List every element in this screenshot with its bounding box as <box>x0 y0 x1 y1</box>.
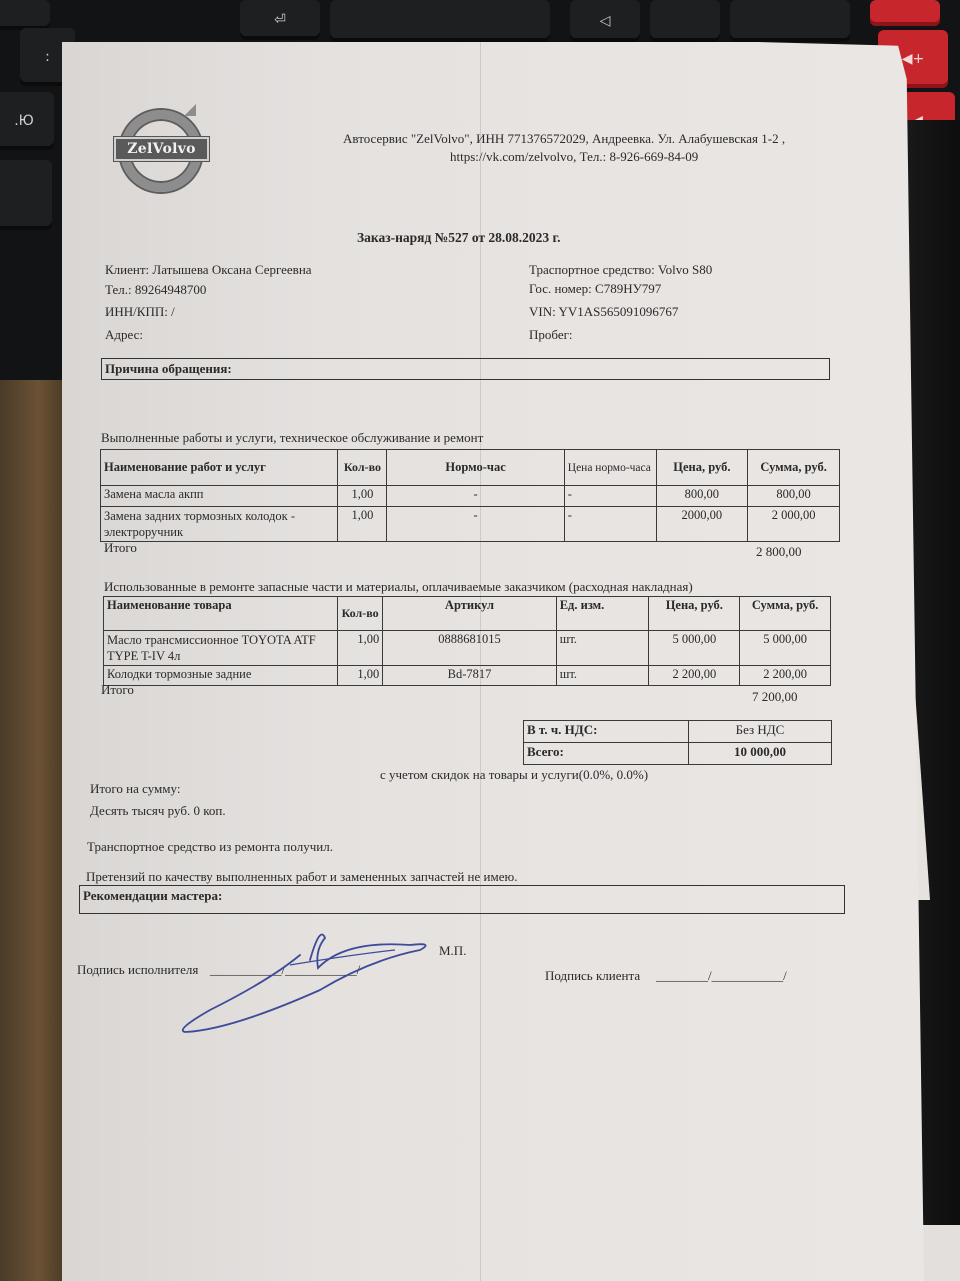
sum-in-words: Десять тысяч руб. 0 коп. <box>90 803 226 818</box>
cell-sum: 800,00 <box>748 486 840 507</box>
cell-sum: 2 200,00 <box>740 666 831 686</box>
sum-label: Итого на сумму: <box>90 781 181 796</box>
keyboard-key <box>650 0 720 42</box>
cell-unit: шт. <box>556 666 649 686</box>
cell-name: Колодки тормозные задние <box>104 666 338 686</box>
vehicle-vin: VIN: YV1AS565091096767 <box>529 304 679 319</box>
col-header: Наименование работ и услуг <box>101 450 338 486</box>
cell-norm-price: - <box>564 486 656 507</box>
keyboard-key-enter: ⏎ <box>240 0 320 40</box>
col-header: Кол-во <box>337 597 382 631</box>
client-name: Клиент: Латышева Оксана Сергеевна <box>105 262 312 277</box>
client-signature-line: ________/___________/ <box>656 968 787 983</box>
received-statement: Транспортное средство из ремонта получил. <box>87 839 333 854</box>
grand-total-value: 10 000,00 <box>689 743 832 765</box>
zelvolvo-logo <box>114 106 214 196</box>
handwritten-signature-icon <box>170 920 470 1040</box>
col-header: Сумма, руб. <box>740 597 831 631</box>
keyboard-key <box>730 0 850 42</box>
recommendations-box <box>79 885 845 914</box>
parts-total-value: 7 200,00 <box>752 689 798 704</box>
table-row <box>101 486 840 507</box>
grand-total-label: Всего: <box>524 743 689 765</box>
table-row <box>104 631 831 666</box>
keyboard-key <box>0 160 52 230</box>
parts-table <box>103 596 831 686</box>
summary-row-vat <box>524 721 832 743</box>
col-header: Кол-во <box>338 450 387 486</box>
cell-price: 2000,00 <box>656 507 748 542</box>
executor-signature-label: Подпись исполнителя <box>77 962 199 977</box>
keyboard-key: : <box>20 28 75 86</box>
logo-text: ZelVolvo <box>114 137 209 161</box>
cell-norm-hour: - <box>387 486 564 507</box>
cell-sum: 2 000,00 <box>748 507 840 542</box>
table-row <box>104 666 831 686</box>
company-info-line1: Автосервис "ZelVolvo", ИНН 771376572029, Андреевка. Ул. Алабушевская 1-2 , <box>343 131 786 146</box>
document-title: Заказ-наряд №527 от 28.08.2023 г. <box>357 230 561 245</box>
client-address: Адрес: <box>105 327 143 342</box>
col-header: Цена, руб. <box>649 597 740 631</box>
col-header: Ед. изм. <box>556 597 649 631</box>
cell-price: 5 000,00 <box>649 631 740 666</box>
cell-price: 800,00 <box>656 486 748 507</box>
cell-article: 0888681015 <box>383 631 556 666</box>
reason-label: Причина обращения: <box>105 361 232 376</box>
vat-label: В т. ч. НДС: <box>524 721 689 743</box>
cell-unit: шт. <box>556 631 649 666</box>
cell-price: 2 200,00 <box>649 666 740 686</box>
keyboard-key-red <box>870 0 940 26</box>
cell-name: Замена задних тормозных колодок - электроручник <box>101 507 338 542</box>
cell-qty: 1,00 <box>338 486 387 507</box>
works-caption: Выполненные работы и услуги, техническое обслуживание и ремонт <box>101 430 484 445</box>
col-header: Цена, руб. <box>656 450 748 486</box>
volume-up-key: ◀+ <box>878 30 948 88</box>
client-inn-kpp: ИНН/КПП: / <box>105 304 175 319</box>
executor-signature-line: ___________/___________/ <box>210 962 361 977</box>
parts-table-header <box>104 597 831 631</box>
vehicle-mileage: Пробег: <box>529 327 573 342</box>
keyboard-key: ◁ <box>570 0 640 42</box>
works-total-label: Итого <box>104 540 137 555</box>
works-table <box>100 449 840 542</box>
recommendations-label: Рекомендации мастера: <box>83 888 223 903</box>
summary-table <box>523 720 832 765</box>
cell-qty: 1,00 <box>338 507 387 542</box>
client-phone: Тел.: 89264948700 <box>105 282 207 297</box>
table-row <box>101 507 840 542</box>
cell-norm-hour: - <box>387 507 564 542</box>
parts-total-label: Итого <box>101 682 134 697</box>
discount-note: с учетом скидок на товары и услуги(0.0%, 0.0%) <box>380 767 649 782</box>
keyboard-key <box>0 0 50 30</box>
col-header: Нормо-час <box>387 450 564 486</box>
keyboard-key: .Ю <box>0 92 54 150</box>
cell-norm-price: - <box>564 507 656 542</box>
vat-value: Без НДС <box>689 721 832 743</box>
col-header: Цена нормо-часа <box>564 450 656 486</box>
col-header: Артикул <box>383 597 556 631</box>
keyboard-key <box>330 0 550 42</box>
cell-article: Bd-7817 <box>383 666 556 686</box>
client-signature-label: Подпись клиента <box>545 968 641 983</box>
no-claims-statement: Претензий по качеству выполненных работ и замененных запчастей не имею. <box>86 869 518 884</box>
cell-name: Замена масла акпп <box>101 486 338 507</box>
cell-qty: 1,00 <box>337 666 382 686</box>
company-info-line2: https://vk.com/zelvolvo, Тел.: 8-926-669-84-09 <box>450 149 699 164</box>
stamp-label: М.П. <box>439 943 467 958</box>
cell-name: Масло трансмиссионное TOYOTA ATF TYPE T-IV 4л <box>104 631 338 666</box>
works-table-header <box>101 450 840 486</box>
parts-caption: Использованные в ремонте запасные части и материалы, оплачиваемые заказчиком (расходная накладная) <box>104 579 693 594</box>
vehicle-plate: Гос. номер: С789НУ797 <box>529 281 662 296</box>
col-header: Сумма, руб. <box>748 450 840 486</box>
logo-arrow-icon <box>184 104 196 116</box>
col-header: Наименование товара <box>104 597 338 631</box>
works-total-value: 2 800,00 <box>756 544 802 559</box>
reason-box <box>101 358 830 380</box>
cell-sum: 5 000,00 <box>740 631 831 666</box>
summary-row-total <box>524 743 832 765</box>
cell-qty: 1,00 <box>337 631 382 666</box>
vehicle-model: Траспортное средство: Volvo S80 <box>529 262 713 277</box>
